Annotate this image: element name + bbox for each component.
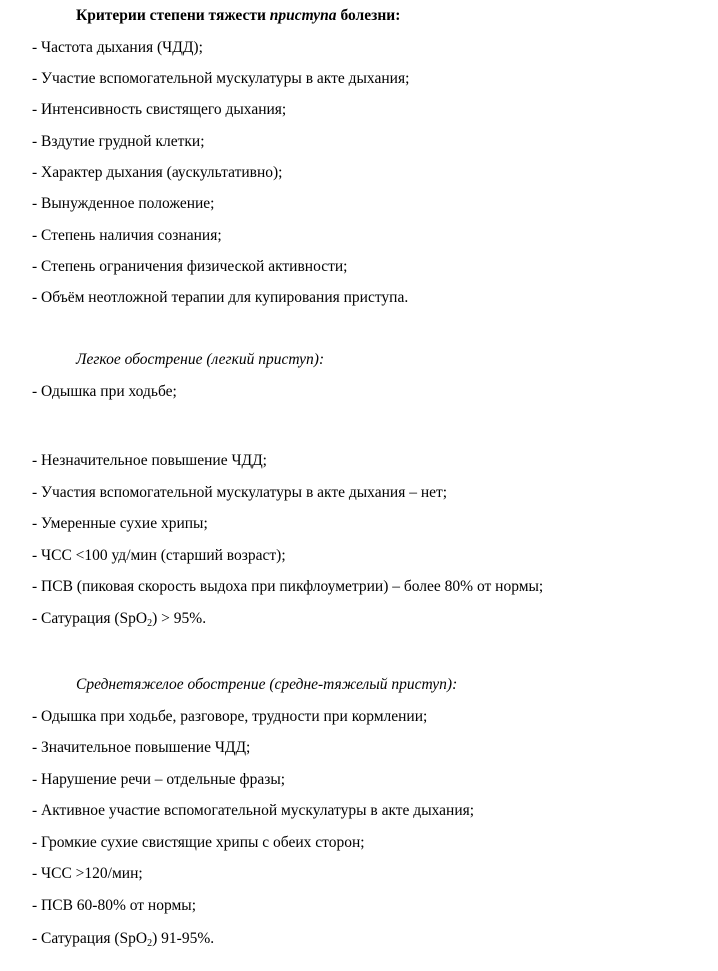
criteria-item: - Объём неотложной терапии для купирования приступа. (32, 289, 409, 306)
title-part-2: приступа (269, 7, 337, 24)
moderate-saturation (32, 929, 214, 949)
saturation-prefix: - Сатурация (SpO (32, 930, 148, 947)
criteria-item: - Характер дыхания (аускультативно); (32, 164, 283, 181)
criteria-item: - Степень наличия сознания; (32, 227, 222, 244)
mild-item: - Незначительное повышение ЧДД; (32, 452, 267, 469)
mild-item: - ЧСС <100 уд/мин (старший возраст); (32, 547, 286, 564)
saturation-subscript: 2 (147, 618, 153, 629)
title-part-3: болезни: (336, 7, 401, 24)
criteria-item: - Степень ограничения физической активности; (32, 258, 348, 275)
moderate-item: - Одышка при ходьбе, разговоре, трудности при кормлении; (32, 708, 428, 725)
criteria-item: - Вздутие грудной клетки; (32, 133, 205, 150)
moderate-item: - Активное участие вспомогательной мускулатуры в акте дыхания; (32, 802, 475, 819)
moderate-heading: Среднетяжелое обострение (средне-тяжелый приступ): (76, 676, 458, 693)
mild-item: - Умеренные сухие хрипы; (32, 515, 208, 532)
saturation-suffix: ) 91-95%. (152, 930, 215, 947)
moderate-item: - Значительное повышение ЧДД; (32, 739, 251, 756)
mild-heading: Легкое обострение (легкий приступ): (76, 351, 325, 368)
moderate-item: - ЧСС >120/мин; (32, 865, 143, 882)
moderate-item: - Громкие сухие свистящие хрипы с обеих сторон; (32, 834, 365, 851)
moderate-item: - Нарушение речи – отдельные фразы; (32, 771, 286, 788)
mild-item: - ПСВ (пиковая скорость выдоха при пикфлоуметрии) – более 80% от нормы; (32, 578, 544, 595)
moderate-item: - ПСВ 60-80% от нормы; (32, 897, 197, 914)
mild-item: - Участия вспомогательной мускулатуры в акте дыхания – нет; (32, 484, 448, 501)
criteria-item: - Частота дыхания (ЧДД); (32, 39, 203, 56)
saturation-suffix: ) > 95%. (152, 610, 207, 627)
criteria-item: - Интенсивность свистящего дыхания; (32, 101, 287, 118)
title-part-1: Критерии степени тяжести (76, 7, 270, 24)
saturation-subscript: 2 (147, 938, 153, 949)
saturation-prefix: - Сатурация (SpO (32, 610, 148, 627)
mild-saturation (32, 609, 206, 629)
criteria-item: - Вынужденное положение; (32, 195, 215, 212)
page-title (76, 6, 400, 26)
criteria-item: - Участие вспомогательной мускулатуры в акте дыхания; (32, 70, 410, 87)
mild-item: - Одышка при ходьбе; (32, 383, 177, 400)
